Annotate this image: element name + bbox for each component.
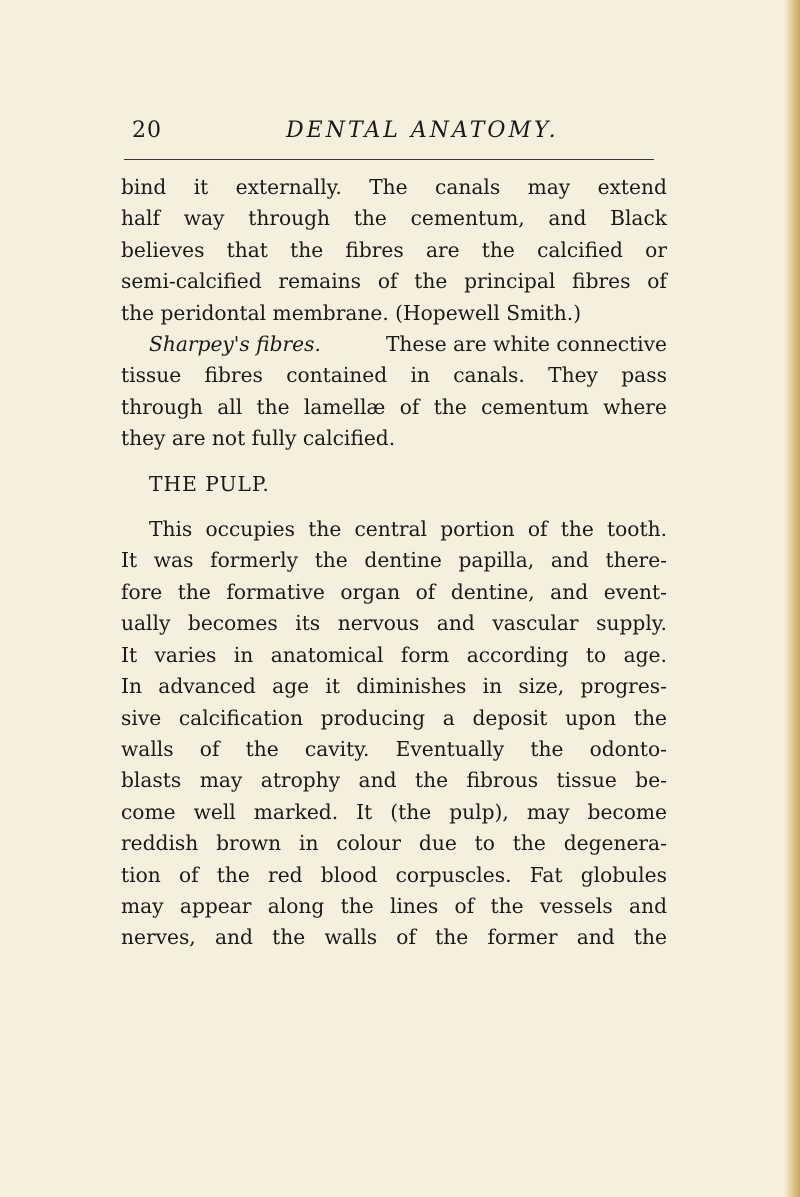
text-line: the peridontal membrane. (Hopewell Smith.) <box>121 300 582 325</box>
text-line: This occupies the central portion of the tooth. <box>149 517 667 542</box>
section-heading: THE PULP. <box>149 471 270 496</box>
text-line: In advanced age it diminishes in size, progres- <box>121 674 667 699</box>
text-line: they are not fully calcified. <box>121 426 396 451</box>
text-line: It varies in anatomical form according to age. <box>121 642 667 667</box>
page-header <box>0 118 800 158</box>
text-line: tissue fibres contained in canals. They pass <box>121 363 667 388</box>
text-line: nerves, and the walls of the former and the <box>121 925 667 950</box>
text-line: tion of the red blood corpuscles. Fat globules <box>121 862 667 887</box>
text-line: It was formerly the dentine papilla, and there- <box>121 548 667 573</box>
text-line: ually becomes its nervous and vascular supply. <box>121 611 667 636</box>
header-rule <box>124 159 654 160</box>
text-line: sive calcification producing a deposit upon the <box>121 705 667 730</box>
text-line: blasts may atrophy and the fibrous tissue be- <box>121 768 667 793</box>
text-line: believes that the fibres are the calcified or <box>121 237 667 262</box>
text-line: bind it externally. The canals may extend <box>121 175 667 199</box>
text-line: through all the lamellæ of the cementum where <box>121 394 667 419</box>
text-line: come well marked. It (the pulp), may become <box>121 799 667 824</box>
page-number: 20 <box>132 118 162 143</box>
text-line: fore the formative organ of dentine, and event- <box>121 579 667 604</box>
text-line: reddish brown in colour due to the degenera- <box>121 831 667 856</box>
text-line: half way through the cementum, and Black <box>121 206 667 231</box>
term-sharpeys-fibres: Sharpey's fibres. <box>149 332 321 357</box>
page-edge <box>784 0 800 1197</box>
text-line: semi-calcified remains of the principal fibres of <box>121 269 667 294</box>
text-line: may appear along the lines of the vessels and <box>121 893 667 918</box>
body-text <box>121 172 667 954</box>
running-head: DENTAL ANATOMY. <box>286 118 559 143</box>
text-line: walls of the cavity. Eventually the odonto- <box>121 736 667 761</box>
text-line-sharpeys <box>121 329 667 360</box>
text-fragment: These are white connective <box>385 332 667 357</box>
